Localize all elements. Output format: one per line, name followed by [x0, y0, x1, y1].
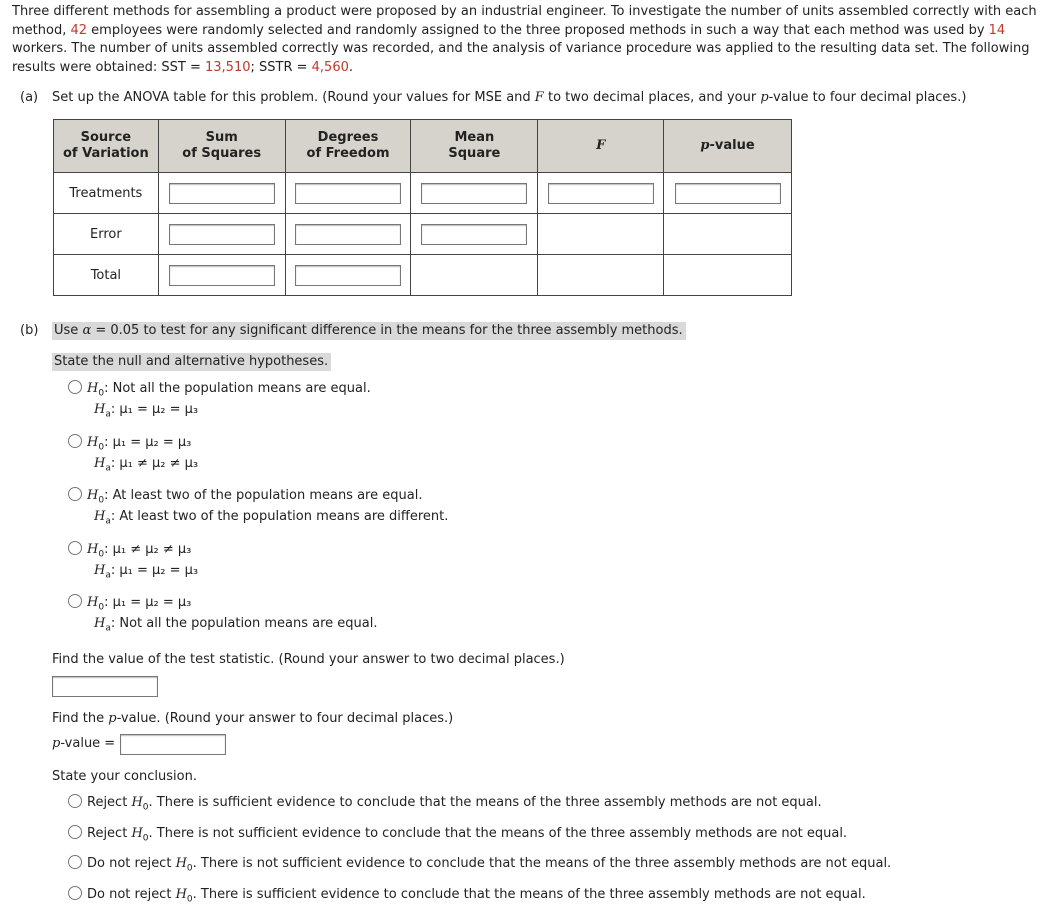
empty-cell [538, 214, 664, 255]
radio-button[interactable] [68, 855, 82, 869]
radio-button[interactable] [68, 487, 82, 501]
anova-header-row [54, 120, 792, 173]
part-b-question [20, 323, 686, 338]
intro-text-4: ; SSTR = [250, 59, 308, 75]
radio-button[interactable] [68, 886, 82, 900]
header-sum-of-squares: Sum of Squares [158, 120, 285, 173]
hypothesis-option-3[interactable]: $H_0$: At least two of the population means are equal. $H_a$: At least two of the population means are different. [68, 487, 422, 506]
part-a-text-1: Set up the ANOVA table for this problem. (Round your values for MSE and [52, 90, 531, 105]
intro-text-3: workers. The number of units assembled correctly was recorded, and the analysis of variance procedure was applied to the resulting data set. The following results were obtained: SST = [12, 41, 1030, 75]
row-label-total: Total [54, 255, 159, 296]
intro-text-1: Three different methods for assembling a product were proposed by an industrial engineer. To investigate the number of units assembled correctly with each method, [12, 4, 1037, 38]
conclusion-option-2[interactable]: Reject $H_0$. There is not sufficient evidence to conclude that the means of the three assembly methods are not equal. [68, 825, 847, 844]
empty-cell [664, 255, 792, 296]
radio-button[interactable] [68, 594, 82, 608]
pvalue-question: Find the p-value. (Round your answer to four decimal places.) [52, 711, 454, 726]
error-ss-input[interactable] [169, 224, 275, 245]
hypothesis-option-4[interactable]: $H_0$: μ₁ ≠ μ₂ ≠ μ₃ $H_a$: μ₁ = μ₂ = μ₃ [68, 541, 191, 560]
error-df-input[interactable] [295, 224, 401, 245]
conclusion-title: State your conclusion. [52, 769, 197, 784]
hypothesis-option-2[interactable]: $H_0$: μ₁ = μ₂ = μ₃ $H_a$: μ₁ ≠ μ₂ ≠ μ₃ [68, 434, 191, 453]
p-symbol: p [760, 90, 769, 105]
treatments-df-input[interactable] [295, 183, 401, 204]
table-row-total [54, 255, 792, 296]
hypothesis-option-1[interactable]: $H_0$: Not all the population means are equal. $H_a$: μ₁ = μ₂ = μ₃ [68, 380, 371, 399]
part-a-question [20, 90, 966, 105]
part-b-text-1: Use [54, 323, 79, 338]
table-row-error [54, 214, 792, 255]
pvalue-input[interactable] [120, 734, 226, 755]
row-label-treatments: Treatments [54, 173, 159, 214]
test-statistic-question: Find the value of the test statistic. (Round your answer to two decimal places.) [52, 652, 565, 667]
radio-button[interactable] [68, 541, 82, 555]
problem-statement [12, 3, 1046, 77]
total-ss-input[interactable] [169, 265, 275, 286]
sst-value: 13,510 [205, 59, 251, 75]
total-df-input[interactable] [295, 265, 401, 286]
empty-cell [538, 255, 664, 296]
part-b-label: (b) [20, 323, 39, 338]
radio-button[interactable] [68, 434, 82, 448]
treatments-ms-input[interactable] [421, 183, 527, 204]
empty-cell [411, 255, 538, 296]
error-ms-input[interactable] [421, 224, 527, 245]
empty-cell [664, 214, 792, 255]
workers-count: 14 [988, 22, 1006, 38]
radio-button[interactable] [68, 825, 82, 839]
treatments-ss-input[interactable] [169, 183, 275, 204]
hypotheses-title: State the null and alternative hypotheses. [52, 354, 331, 369]
header-degrees-of-freedom: Degrees of Freedom [285, 120, 411, 173]
header-mean-square: Mean Square [411, 120, 538, 173]
header-f: F [538, 120, 664, 173]
radio-button[interactable] [68, 380, 82, 394]
part-a-text-3: -value to four decimal places.) [768, 90, 967, 105]
conclusion-option-4[interactable]: Do not reject $H_0$. There is sufficient evidence to conclude that the means of the three assembly methods are not equal. [68, 886, 866, 905]
table-row-treatments [54, 173, 792, 214]
treatments-f-input[interactable] [548, 183, 654, 204]
pvalue-label: p-value = [52, 736, 116, 751]
header-p-value: p-value [664, 120, 792, 173]
sstr-value: 4,560 [311, 59, 349, 75]
intro-text-2: employees were randomly selected and randomly assigned to the three proposed methods in such a way that each method was used by [91, 22, 985, 38]
part-b-text-2: = 0.05 to test for any significant difference in the means for the three assembly methods. [95, 323, 683, 338]
part-a-text-2: to two decimal places, and your [547, 90, 757, 105]
header-source: Source of Variation [54, 120, 159, 173]
row-label-error: Error [54, 214, 159, 255]
radio-button[interactable] [68, 794, 82, 808]
employees-count: 42 [70, 22, 88, 38]
alpha-symbol: α [82, 323, 92, 338]
conclusion-option-1[interactable]: Reject $H_0$. There is sufficient evidence to conclude that the means of the three assembly methods are not equal. [68, 794, 822, 813]
treatments-pvalue-input[interactable] [675, 183, 781, 204]
conclusion-option-3[interactable]: Do not reject $H_0$. There is not sufficient evidence to conclude that the means of the three assembly methods are not equal. [68, 855, 891, 874]
f-symbol: F [534, 90, 544, 105]
hypothesis-option-5[interactable]: $H_0$: μ₁ = μ₂ = μ₃ $H_a$: Not all the population means are equal. [68, 594, 191, 613]
part-a-label: (a) [20, 90, 39, 105]
intro-text-5: . [348, 59, 354, 75]
anova-table [53, 119, 792, 296]
test-statistic-input[interactable] [52, 676, 158, 697]
